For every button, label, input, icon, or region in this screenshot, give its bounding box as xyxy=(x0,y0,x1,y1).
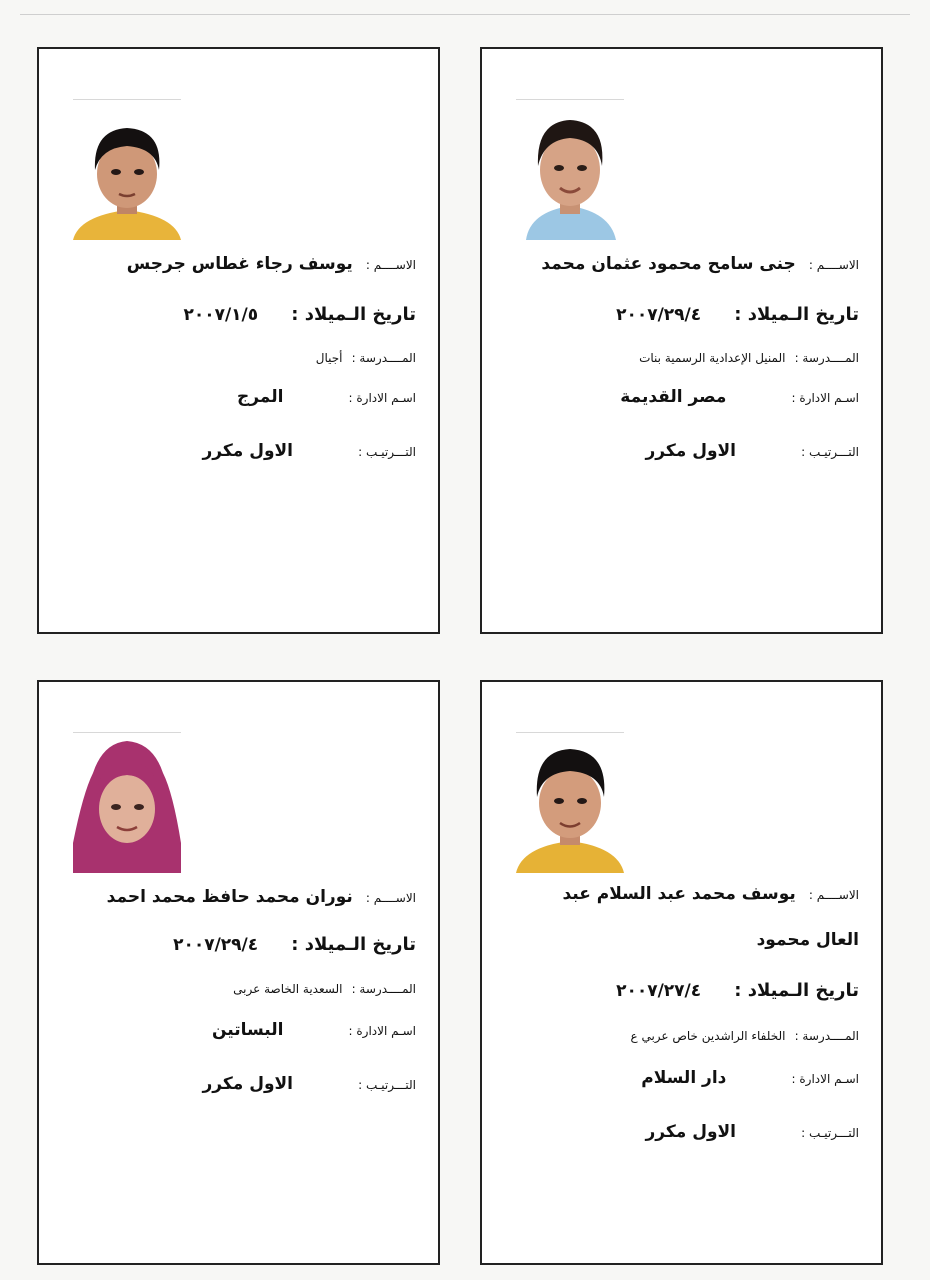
birth-label: تاريخ الـميلاد : xyxy=(291,934,416,955)
rank-label: التـــرتيـب : xyxy=(358,445,416,459)
student-photo xyxy=(73,732,181,873)
student-card xyxy=(37,680,440,1265)
student-name: نوران محمد حافظ محمد احمد xyxy=(106,887,353,907)
rank-label: التـــرتيـب : xyxy=(801,1126,859,1140)
page-top-rule xyxy=(20,14,910,15)
admin-name: البساتين xyxy=(211,1020,284,1040)
school-label: المــــدرسة : xyxy=(351,982,416,996)
name-label: الاســــم : xyxy=(808,258,859,272)
rank-value: الاول مكرر xyxy=(202,441,293,461)
student-card xyxy=(37,47,440,634)
school-name: الخلفاء الراشدين خاص عربي ع xyxy=(630,1029,786,1043)
admin-name: المرج xyxy=(236,387,284,407)
school-name: أجيال xyxy=(315,351,343,365)
student-photo xyxy=(516,732,624,873)
rank-value: الاول مكرر xyxy=(645,1122,736,1142)
admin-label: اسـم الادارة : xyxy=(791,1072,859,1086)
admin-name: مصر القديمة xyxy=(620,387,727,407)
name-label: الاســــم : xyxy=(808,888,859,902)
name-label: الاســــم : xyxy=(365,258,416,272)
student-name-continued: العال محمود xyxy=(756,930,859,950)
school-label: المــــدرسة : xyxy=(794,1029,859,1043)
student-card xyxy=(480,680,883,1265)
birth-label: تاريخ الـميلاد : xyxy=(734,304,859,325)
student-name: جنى سامح محمود عثمان محمد xyxy=(541,254,796,274)
birth-date: ٢٠٠٧/٢٩/٤ xyxy=(173,935,259,955)
student-photo xyxy=(73,99,181,240)
rank-value: الاول مكرر xyxy=(645,441,736,461)
rank-label: التـــرتيـب : xyxy=(358,1078,416,1092)
rank-label: التـــرتيـب : xyxy=(801,445,859,459)
admin-label: اسـم الادارة : xyxy=(791,391,859,405)
birth-date: ٢٠٠٧/١/٥ xyxy=(183,305,259,325)
student-name: يوسف رجاء غطاس جرجس xyxy=(126,254,353,274)
admin-label: اسـم الادارة : xyxy=(348,1024,416,1038)
rank-value: الاول مكرر xyxy=(202,1074,293,1094)
birth-date: ٢٠٠٧/٢٧/٤ xyxy=(616,981,702,1001)
admin-label: اسـم الادارة : xyxy=(348,391,416,405)
school-name: المنيل الإعدادية الرسمية بنات xyxy=(639,351,786,365)
school-label: المــــدرسة : xyxy=(351,351,416,365)
admin-name: دار السلام xyxy=(641,1068,727,1088)
school-label: المــــدرسة : xyxy=(794,351,859,365)
school-name: السعدية الخاصة عربى xyxy=(233,982,343,996)
name-label: الاســــم : xyxy=(365,891,416,905)
birth-date: ٢٠٠٧/٢٩/٤ xyxy=(616,305,702,325)
birth-label: تاريخ الـميلاد : xyxy=(291,304,416,325)
student-photo xyxy=(516,99,624,240)
student-name: يوسف محمد عبد السلام عبد xyxy=(562,884,796,904)
birth-label: تاريخ الـميلاد : xyxy=(734,980,859,1001)
student-card xyxy=(480,47,883,634)
